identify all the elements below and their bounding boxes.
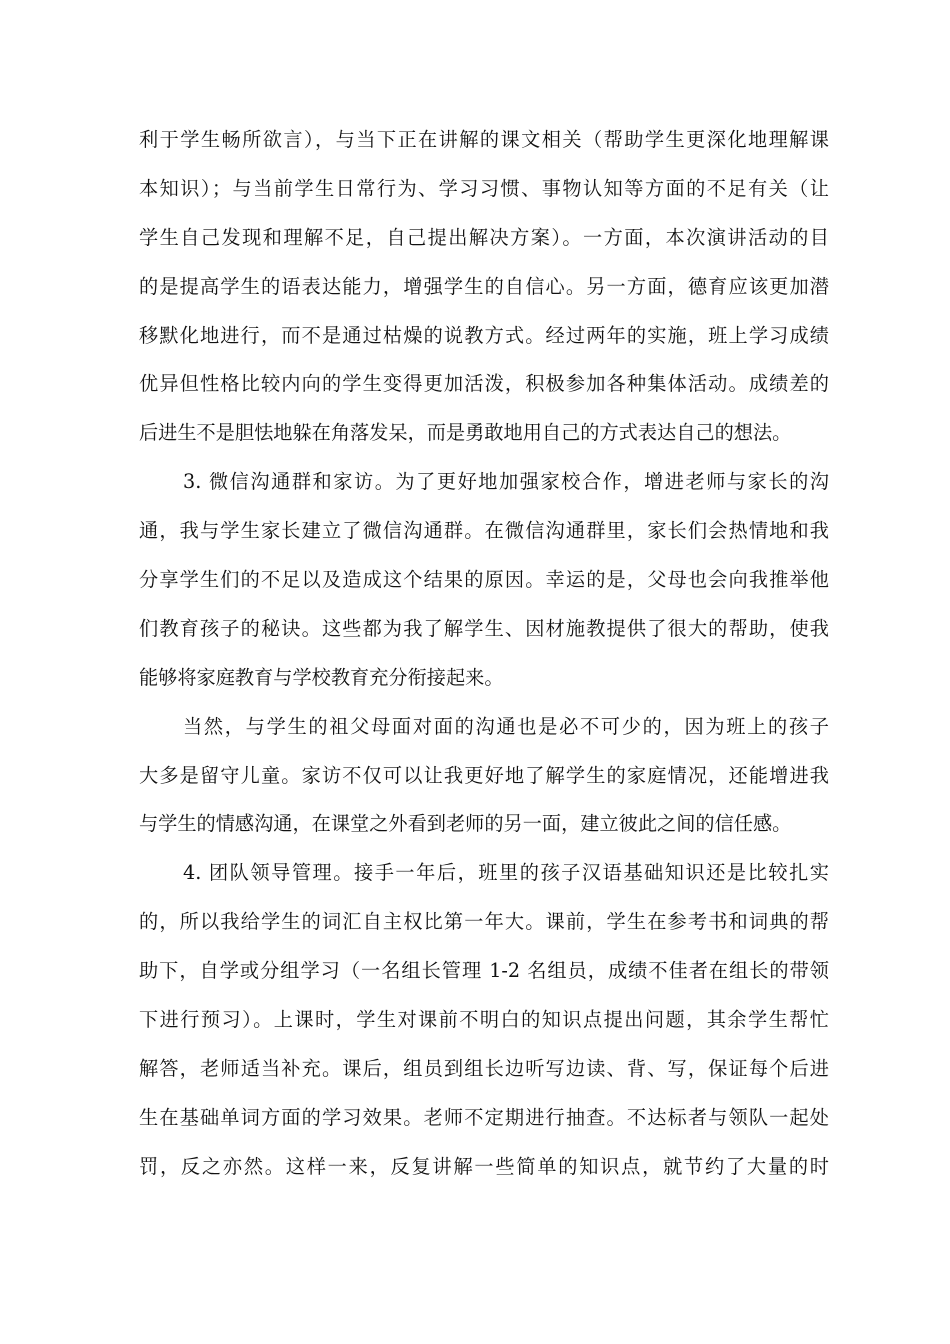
paragraph-line: 下进行预习）。上课时，学生对课前不明白的知识点提出问题，其余学生帮忙 — [139, 1008, 829, 1032]
paragraph-line: 通，我与学生家长建立了微信沟通群。在微信沟通群里，家长们会热情地和我 — [139, 519, 829, 543]
paragraph-line: 与学生的情感沟通，在课堂之外看到老师的另一面，建立彼此之间的信任感。 — [139, 812, 792, 836]
paragraph-line: 能够将家庭教育与学校教育充分衔接起来。 — [139, 665, 504, 689]
paragraph-line: 学生自己发现和理解不足，自己提出解决方案）。一方面，本次演讲活动的目 — [139, 225, 829, 249]
paragraph-line: 后进生不是胆怯地躲在角落发呆，而是勇敢地用自己的方式表达自己的想法。 — [139, 421, 792, 445]
paragraph-line: 大多是留守儿童。家访不仅可以让我更好地了解学生的家庭情况，还能增进我 — [139, 763, 829, 787]
paragraph-line: 助下，自学或分组学习（一名组长管理 1-2 名组员，成绩不佳者在组长的带领 — [139, 959, 829, 983]
document-body — [139, 120, 829, 1196]
paragraph-line: 3. 微信沟通群和家访。为了更好地加强家校合作，增进老师与家长的沟 — [183, 470, 829, 494]
paragraph-line: 本知识）；与当前学生日常行为、学习习惯、事物认知等方面的不足有关（让 — [139, 176, 829, 200]
paragraph-line: 利于学生畅所欲言），与当下正在讲解的课文相关（帮助学生更深化地理解课 — [139, 128, 829, 151]
paragraph-line: 优异但性格比较内向的学生变得更加活泼，积极参加各种集体活动。成绩差的 — [139, 372, 829, 396]
paragraph-4 — [139, 853, 829, 1195]
paragraph-3 — [139, 707, 829, 854]
paragraph-line: 罚，反之亦然。这样一来，反复讲解一些简单的知识点，就节约了大量的时 — [139, 1154, 829, 1178]
paragraph-1 — [139, 120, 829, 462]
paragraph-line: 们教育孩子的秘诀。这些都为我了解学生、因材施教提供了很大的帮助，使我 — [139, 616, 829, 640]
paragraph-line: 移默化地进行，而不是通过枯燥的说教方式。经过两年的实施，班上学习成绩 — [139, 323, 829, 347]
paragraph-line: 4. 团队领导管理。接手一年后，班里的孩子汉语基础知识还是比较扎实 — [183, 861, 829, 885]
paragraph-line: 解答，老师适当补充。课后，组员到组长边听写边读、背、写，保证每个后进 — [139, 1056, 829, 1080]
paragraph-line: 当然，与学生的祖父母面对面的沟通也是必不可少的，因为班上的孩子 — [183, 714, 829, 738]
paragraph-line: 的，所以我给学生的词汇自主权比第一年大。课前，学生在参考书和词典的帮 — [139, 910, 829, 934]
paragraph-2 — [139, 462, 829, 706]
paragraph-line: 的是提高学生的语表达能力，增强学生的自信心。另一方面，德育应该更加潜 — [139, 274, 829, 298]
paragraph-line: 生在基础单词方面的学习效果。老师不定期进行抽查。不达标者与领队一起处 — [139, 1105, 829, 1129]
paragraph-line: 分享学生们的不足以及造成这个结果的原因。幸运的是，父母也会向我推举他 — [139, 568, 829, 592]
